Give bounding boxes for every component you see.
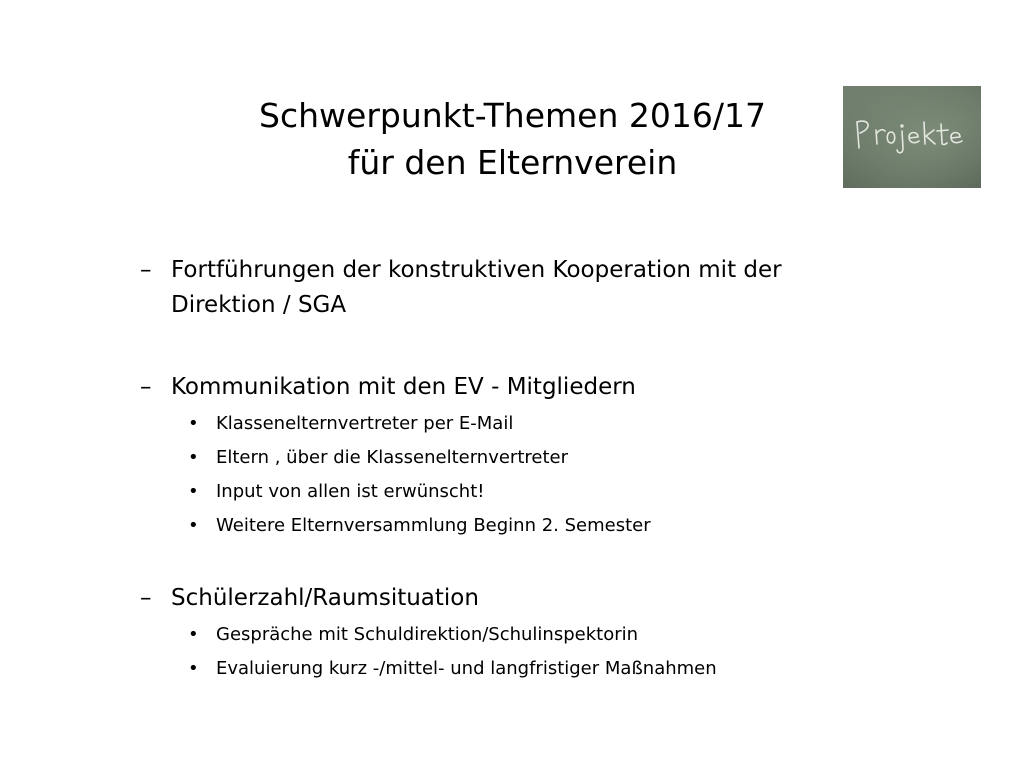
list-item-text: Eltern , über die Klassenelternvertreter — [216, 447, 568, 468]
list-item-text: Gespräche mit Schuldirektion/Schulinspektorin — [216, 624, 639, 645]
bullet-icon: • — [188, 447, 199, 468]
sub-list — [140, 407, 960, 543]
dash-marker: – — [140, 374, 152, 400]
list-item — [140, 407, 960, 441]
section-heading — [140, 581, 960, 616]
section-kooperation — [140, 253, 960, 323]
dash-marker: – — [140, 585, 152, 611]
title-line-1: Schwerpunkt-Themen 2016/17 — [259, 96, 766, 135]
title-line-2: für den Elternverein — [347, 143, 678, 182]
bullet-icon: • — [188, 658, 199, 679]
section-kommunikation — [140, 370, 960, 543]
slide-content — [140, 253, 960, 686]
list-item-text: Weitere Elternversammlung Beginn 2. Semester — [216, 515, 651, 536]
sub-list — [140, 618, 960, 686]
dash-marker: – — [140, 257, 152, 283]
bullet-icon: • — [188, 481, 199, 502]
chalkboard-image — [843, 86, 981, 188]
list-item-text: Klassenelternvertreter per E-Mail — [216, 413, 514, 434]
list-item — [140, 652, 960, 686]
list-item — [140, 618, 960, 652]
list-item — [140, 509, 960, 543]
bullet-icon: • — [188, 515, 199, 536]
bullet-icon: • — [188, 624, 199, 645]
list-item — [140, 441, 960, 475]
heading-line-1: Schülerzahl/Raumsituation — [171, 585, 479, 611]
slide-title — [150, 92, 875, 186]
list-item-text: Evaluierung kurz -/mittel- und langfristiger Maßnahmen — [216, 658, 717, 679]
section-heading — [140, 253, 960, 323]
list-item — [140, 475, 960, 509]
section-raumsituation — [140, 581, 960, 686]
heading-line-1: Kommunikation mit den EV - Mitgliedern — [171, 374, 636, 400]
list-item-text: Input von allen ist erwünscht! — [216, 481, 485, 502]
heading-line-2: Direktion / SGA — [171, 292, 347, 318]
section-heading — [140, 370, 960, 405]
bullet-icon: • — [188, 413, 199, 434]
heading-line-1: Fortführungen der konstruktiven Kooperation mit der — [171, 257, 782, 283]
